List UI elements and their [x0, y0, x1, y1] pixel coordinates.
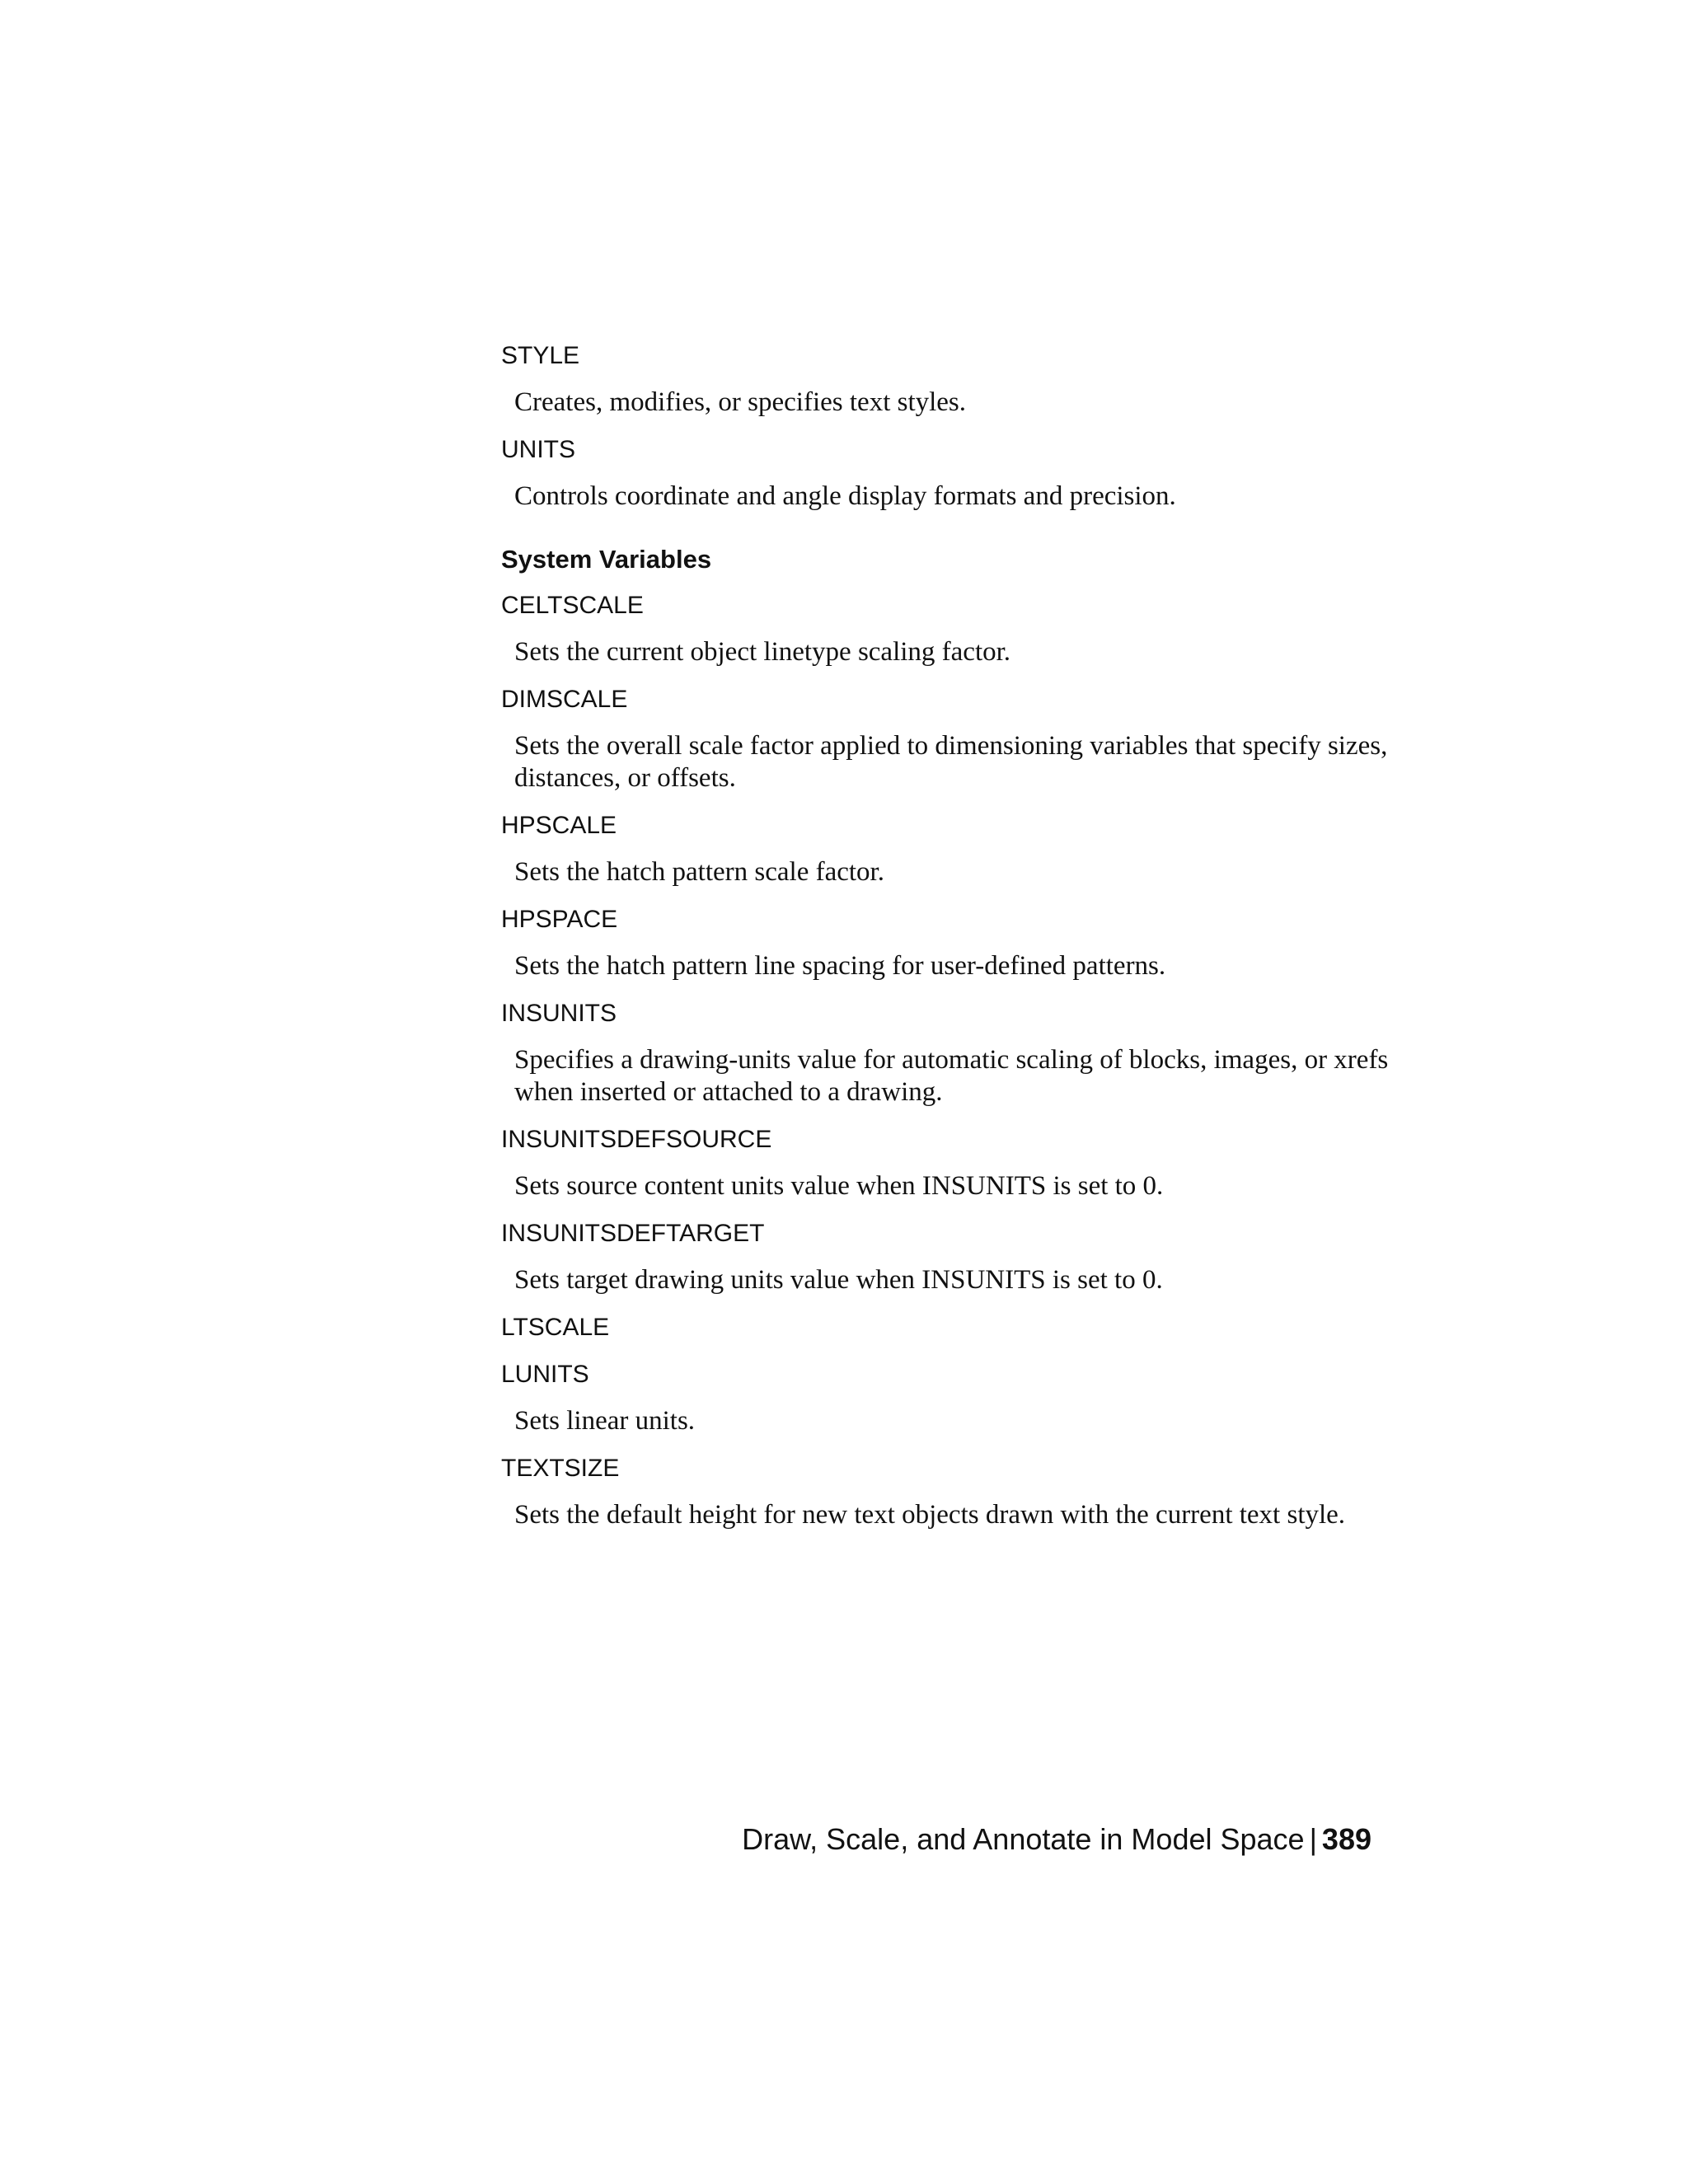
variable-description-insunitsdeftarget: Sets target drawing units value when INSUNITS is set to 0.: [514, 1265, 1163, 1295]
section-heading-system-variables: System Variables: [501, 545, 712, 574]
command-description-style: Creates, modifies, or specifies text styles.: [514, 387, 967, 417]
variable-description-insunits: Specifies a drawing-units value for automatic scaling of blocks, images, or xrefs when inserted or attached to a drawing.: [514, 1045, 1389, 1107]
command-description-units: Controls coordinate and angle display formats and precision.: [514, 481, 1176, 511]
command-term-style: STYLE: [501, 342, 580, 369]
variable-term-insunitsdeftarget: INSUNITSDEFTARGET: [501, 1220, 765, 1247]
variable-description-celtscale: Sets the current object linetype scaling factor.: [514, 637, 1011, 667]
variable-term-hpspace: HPSPACE: [501, 906, 618, 933]
page-footer: [742, 1821, 1372, 1858]
variable-term-ltscale: LTSCALE: [501, 1314, 610, 1341]
command-term-units: UNITS: [501, 436, 575, 463]
variable-description-hpscale: Sets the hatch pattern scale factor.: [514, 857, 884, 887]
variable-term-textsize: TEXTSIZE: [501, 1455, 620, 1482]
variable-description-textsize: Sets the default height for new text objects drawn with the current text style.: [514, 1500, 1346, 1530]
footer-chapter-title: Draw, Scale, and Annotate in Model Space: [742, 1822, 1305, 1856]
footer-separator: |: [1309, 1822, 1317, 1856]
variable-term-hpscale: HPSCALE: [501, 812, 617, 839]
variable-term-celtscale: CELTSCALE: [501, 592, 644, 619]
variable-description-lunits: Sets linear units.: [514, 1406, 696, 1436]
variable-term-dimscale: DIMSCALE: [501, 686, 628, 713]
variable-term-insunits: INSUNITS: [501, 1000, 617, 1027]
variable-term-insunitsdefsource: INSUNITSDEFSOURCE: [501, 1126, 772, 1153]
variable-description-dimscale: Sets the overall scale factor applied to dimensioning variables that specify sizes, distances, or offsets.: [514, 731, 1388, 793]
variable-term-lunits: LUNITS: [501, 1361, 589, 1388]
page-number: 389: [1321, 1822, 1372, 1856]
variable-description-hpspace: Sets the hatch pattern line spacing for user-defined patterns.: [514, 951, 1166, 981]
page-content: [501, 340, 1391, 1546]
variable-description-insunitsdefsource: Sets source content units value when INSUNITS is set to 0.: [514, 1171, 1164, 1201]
